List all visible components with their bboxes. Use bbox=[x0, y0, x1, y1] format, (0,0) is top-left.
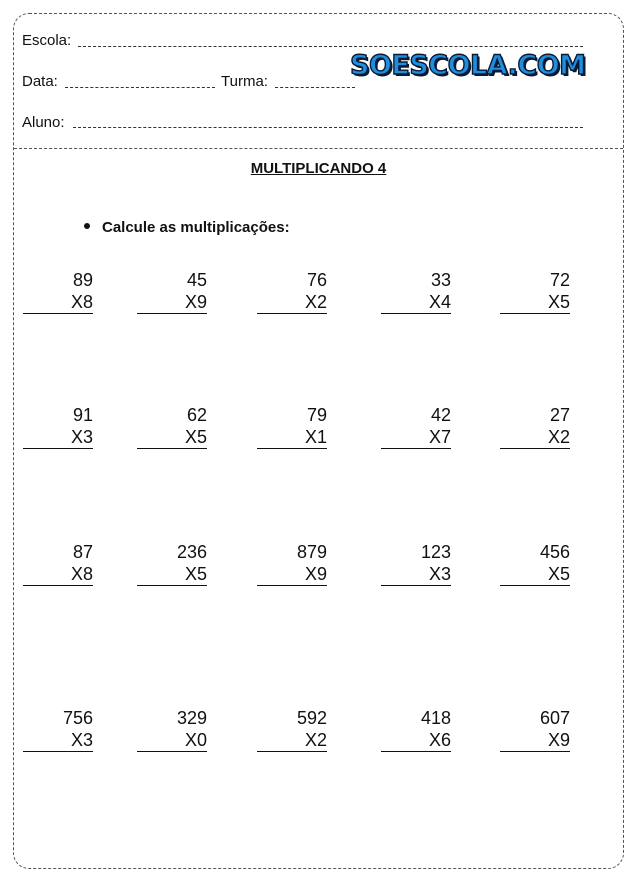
multiplier: X7 bbox=[381, 426, 451, 449]
multiplicand: 329 bbox=[176, 708, 207, 728]
multiplier: X5 bbox=[500, 563, 570, 586]
multiplier: X3 bbox=[23, 426, 93, 449]
multiplicand: 33 bbox=[430, 270, 451, 290]
multiplier: X6 bbox=[381, 729, 451, 752]
instruction-text: Calcule as multiplicações: bbox=[102, 219, 290, 236]
multiplier: X0 bbox=[137, 729, 207, 752]
multiplication-problem bbox=[500, 541, 570, 586]
multiplication-problem bbox=[500, 269, 570, 314]
multiplication-problem bbox=[381, 269, 451, 314]
multiplication-problem bbox=[137, 404, 207, 449]
multiplier: X5 bbox=[137, 426, 207, 449]
multiplication-problem bbox=[23, 404, 93, 449]
multiplication-problem bbox=[381, 404, 451, 449]
school-field[interactable] bbox=[78, 46, 583, 47]
student-label: Aluno: bbox=[22, 114, 65, 131]
multiplication-problem bbox=[257, 269, 327, 314]
multiplicand: 418 bbox=[420, 708, 451, 728]
multiplier: X9 bbox=[137, 291, 207, 314]
multiplicand: 456 bbox=[539, 542, 570, 562]
multiplier: X3 bbox=[23, 729, 93, 752]
multiplication-problem bbox=[137, 541, 207, 586]
multiplication-problem bbox=[23, 707, 93, 752]
multiplier: X8 bbox=[23, 291, 93, 314]
multiplicand: 592 bbox=[296, 708, 327, 728]
multiplier: X2 bbox=[257, 291, 327, 314]
multiplication-problem bbox=[23, 541, 93, 586]
header-divider bbox=[14, 148, 623, 149]
multiplication-problem bbox=[257, 541, 327, 586]
multiplier: X4 bbox=[381, 291, 451, 314]
multiplicand: 236 bbox=[176, 542, 207, 562]
multiplication-problem bbox=[137, 707, 207, 752]
class-field[interactable] bbox=[275, 87, 355, 88]
page-title: MULTIPLICANDO 4 bbox=[250, 160, 387, 177]
multiplicand: 87 bbox=[72, 542, 93, 562]
multiplicand: 45 bbox=[186, 270, 207, 290]
multiplicand: 91 bbox=[72, 405, 93, 425]
multiplier: X1 bbox=[257, 426, 327, 449]
multiplicand: 72 bbox=[549, 270, 570, 290]
site-logo: SOESCOLA.COM bbox=[350, 50, 586, 81]
date-field[interactable] bbox=[65, 87, 215, 88]
multiplier: X2 bbox=[500, 426, 570, 449]
multiplier: X2 bbox=[257, 729, 327, 752]
multiplicand: 27 bbox=[549, 405, 570, 425]
school-label: Escola: bbox=[22, 32, 72, 49]
multiplication-problem bbox=[257, 707, 327, 752]
multiplicand: 79 bbox=[306, 405, 327, 425]
student-field[interactable] bbox=[73, 127, 583, 128]
class-label: Turma: bbox=[221, 73, 268, 90]
multiplication-problem bbox=[500, 707, 570, 752]
multiplicand: 89 bbox=[72, 270, 93, 290]
multiplicand: 756 bbox=[62, 708, 93, 728]
date-label: Data: bbox=[22, 73, 58, 90]
multiplicand: 62 bbox=[186, 405, 207, 425]
bullet-icon bbox=[84, 223, 90, 229]
multiplicand: 607 bbox=[539, 708, 570, 728]
multiplier: X8 bbox=[23, 563, 93, 586]
multiplication-problem bbox=[381, 541, 451, 586]
instruction bbox=[84, 219, 290, 236]
multiplication-problem bbox=[137, 269, 207, 314]
multiplication-problem bbox=[500, 404, 570, 449]
multiplicand: 879 bbox=[296, 542, 327, 562]
multiplicand: 42 bbox=[430, 405, 451, 425]
multiplication-problem bbox=[257, 404, 327, 449]
multiplicand: 123 bbox=[420, 542, 451, 562]
multiplicand: 76 bbox=[306, 270, 327, 290]
multiplier: X9 bbox=[257, 563, 327, 586]
multiplier: X9 bbox=[500, 729, 570, 752]
multiplier: X5 bbox=[500, 291, 570, 314]
multiplication-problem bbox=[23, 269, 93, 314]
multiplier: X3 bbox=[381, 563, 451, 586]
multiplication-problem bbox=[381, 707, 451, 752]
multiplier: X5 bbox=[137, 563, 207, 586]
